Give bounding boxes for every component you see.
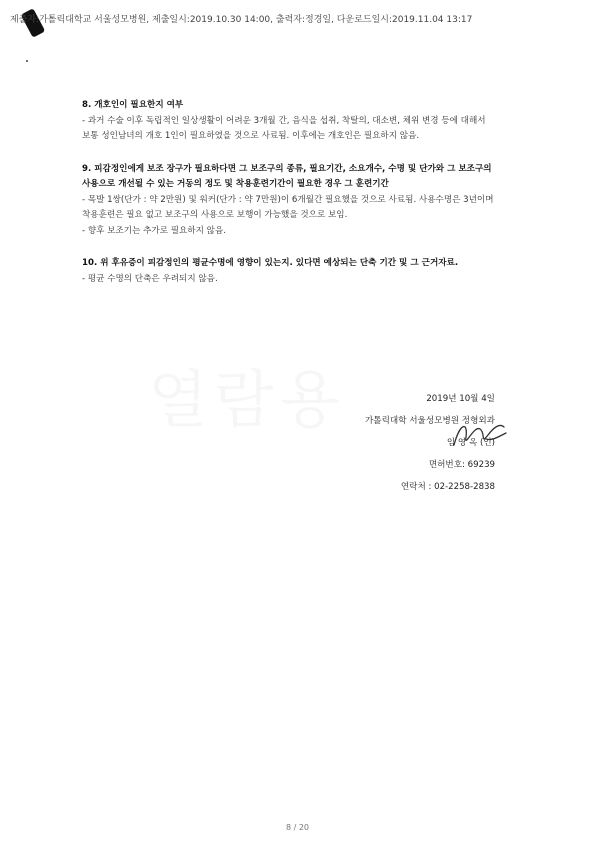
- section-text: - 평균 수명의 단축은 우려되지 않음.: [82, 273, 218, 284]
- section-8: [82, 98, 494, 145]
- signature-name: 임 영 옥 (인): [446, 438, 495, 448]
- section-heading: 10. 위 후유증이 피감정인의 평균수명에 영향이 있는지. 있다면 예상되는 단축 기간 및 그 근거자료.: [82, 258, 459, 268]
- submission-header: 제출자:가톨릭대학교 서울성모병원, 제출일시:2019.10.30 14:00, 출력자:정경일, 다운로드일시:2019.11.04 13:17: [10, 15, 473, 25]
- handwritten-signature-icon: [450, 415, 510, 455]
- signature-contact: 연락처 : 02-2258-2838: [400, 482, 495, 492]
- scan-dot: [26, 60, 28, 62]
- signature-license: 면허번호: 69239: [428, 460, 495, 470]
- section-text: - 목발 1쌍(단가 : 약 2만원) 및 워커(단가 : 약 7만원)이 6개월간 필요했을 것으로 사료됨. 사용수명은 3년이며 착용훈련은 필요 없고 보조구의 사용으로 보행이 가능했을 것으로 보임. - 향후 보조기는 추가로 필요하지 않음.: [82, 194, 494, 236]
- section-heading: 9. 피감정인에게 보조 장구가 필요하다면 그 보조구의 종류, 필요기간, 소요개수, 수명 및 단가와 그 보조구의 사용으로 개선될 수 있는 거동의 정도 및 착용훈련기간이 필요한 경우 그 훈련기간: [82, 163, 492, 189]
- section-10: [82, 256, 494, 287]
- signature-hospital: 가톨릭대학 서울성모병원 정형외과: [365, 416, 495, 426]
- signature-date: 2019년 10월 4일: [426, 394, 495, 404]
- section-text: - 과거 수술 이후 독립적인 일상생활이 어려운 3개월 간, 음식을 섭취, 착탈의, 대소변, 체위 변경 등에 대해서 보통 성인남녀의 개호 1인이 필요하였을 것으로 사료됨. 이후에는 개호인은 필요하지 않음.: [82, 115, 486, 141]
- section-9: [82, 162, 494, 240]
- section-heading: 8. 개호인이 필요한지 여부: [82, 100, 184, 110]
- watermark: [148, 350, 346, 439]
- document-body: [82, 98, 494, 304]
- page-number: 8 / 20: [285, 823, 310, 832]
